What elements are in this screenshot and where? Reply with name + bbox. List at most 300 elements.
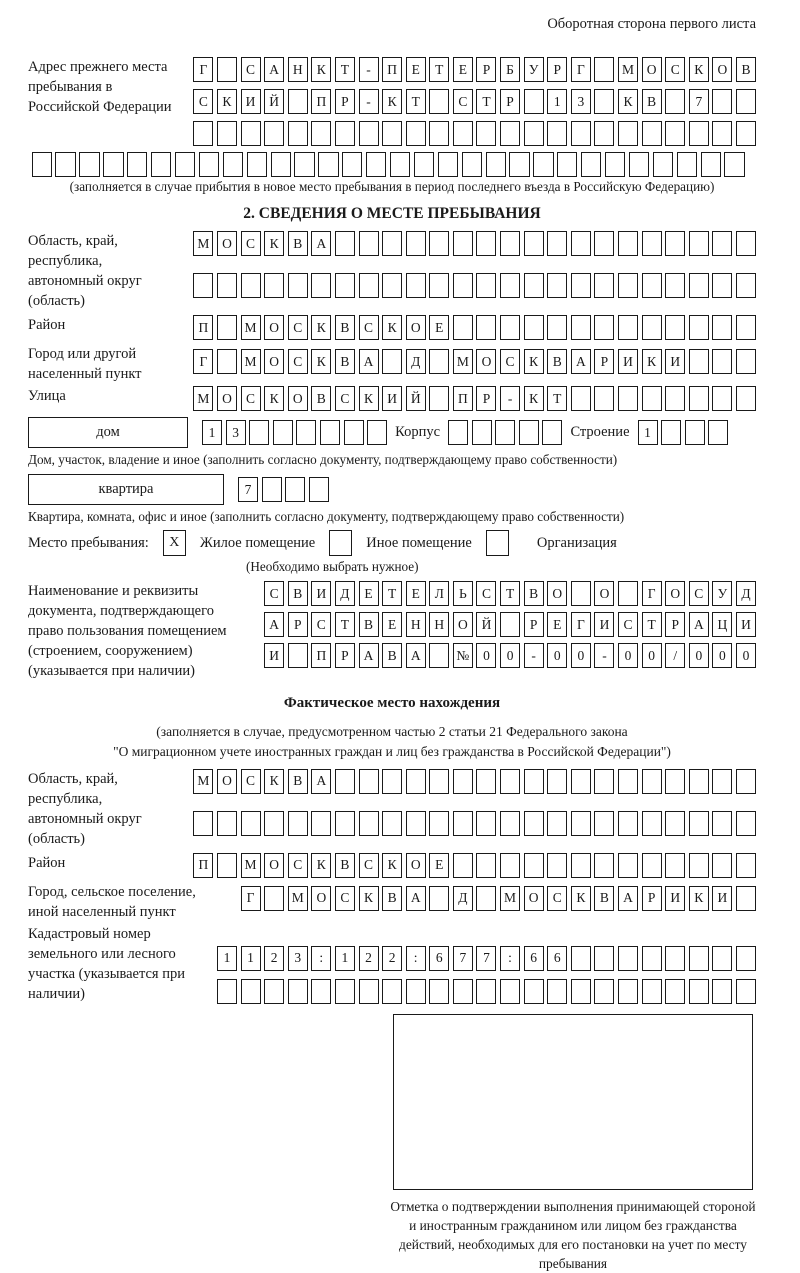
char-cell[interactable] (285, 477, 305, 502)
char-cell[interactable] (571, 273, 591, 298)
char-cell[interactable]: Р (500, 89, 520, 114)
char-cell[interactable]: Р (335, 89, 355, 114)
char-cell[interactable] (453, 231, 473, 256)
char-cell[interactable]: С (335, 386, 355, 411)
char-cell[interactable]: К (264, 231, 284, 256)
char-cell[interactable] (288, 811, 308, 836)
char-cell[interactable]: С (288, 853, 308, 878)
char-cell[interactable]: В (736, 57, 756, 82)
char-cell[interactable]: Г (193, 57, 213, 82)
char-cell[interactable] (344, 420, 364, 445)
char-cell[interactable] (689, 273, 709, 298)
char-cell[interactable]: Ь (453, 581, 473, 606)
char-cell[interactable]: К (689, 57, 709, 82)
char-cell[interactable] (524, 273, 544, 298)
char-cell[interactable]: 7 (476, 946, 496, 971)
char-cell[interactable]: Н (429, 612, 449, 637)
char-cell[interactable]: К (359, 386, 379, 411)
char-cell[interactable] (453, 121, 473, 146)
char-cell[interactable] (241, 979, 261, 1004)
char-cell[interactable] (264, 979, 284, 1004)
char-cell[interactable]: М (193, 386, 213, 411)
char-cell[interactable]: К (359, 886, 379, 911)
char-cell[interactable]: 0 (689, 643, 709, 668)
char-cell[interactable]: 6 (547, 946, 567, 971)
char-cell[interactable]: - (594, 643, 614, 668)
char-cell[interactable] (712, 273, 732, 298)
char-cell[interactable]: Й (476, 612, 496, 637)
char-cell[interactable] (571, 769, 591, 794)
char-cell[interactable] (193, 121, 213, 146)
char-cell[interactable] (288, 979, 308, 1004)
char-cell[interactable] (382, 811, 402, 836)
char-cell[interactable]: К (571, 886, 591, 911)
char-cell[interactable]: П (193, 853, 213, 878)
char-cell[interactable] (594, 811, 614, 836)
char-cell[interactable]: 6 (429, 946, 449, 971)
char-cell[interactable] (429, 349, 449, 374)
char-cell[interactable]: В (524, 581, 544, 606)
char-cell[interactable] (311, 273, 331, 298)
char-cell[interactable] (594, 853, 614, 878)
char-cell[interactable] (736, 315, 756, 340)
char-cell[interactable] (594, 386, 614, 411)
char-cell[interactable] (524, 89, 544, 114)
char-cell[interactable] (367, 420, 387, 445)
char-cell[interactable] (335, 811, 355, 836)
char-cell[interactable] (618, 946, 638, 971)
char-cell[interactable]: С (476, 581, 496, 606)
char-cell[interactable] (653, 152, 673, 177)
char-cell[interactable] (288, 273, 308, 298)
char-cell[interactable] (264, 121, 284, 146)
char-cell[interactable]: С (193, 89, 213, 114)
char-cell[interactable]: : (500, 946, 520, 971)
char-cell[interactable] (359, 979, 379, 1004)
char-cell[interactable]: В (335, 349, 355, 374)
char-cell[interactable] (318, 152, 338, 177)
char-cell[interactable] (689, 811, 709, 836)
char-cell[interactable] (736, 811, 756, 836)
char-cell[interactable] (594, 273, 614, 298)
char-cell[interactable] (406, 121, 426, 146)
char-cell[interactable] (594, 946, 614, 971)
char-cell[interactable] (642, 273, 662, 298)
char-cell[interactable]: 0 (476, 643, 496, 668)
char-cell[interactable] (689, 946, 709, 971)
char-cell[interactable]: Е (453, 57, 473, 82)
char-cell[interactable]: К (311, 349, 331, 374)
char-cell[interactable]: В (311, 386, 331, 411)
char-cell[interactable] (217, 853, 237, 878)
char-cell[interactable] (359, 231, 379, 256)
char-cell[interactable] (359, 811, 379, 836)
char-cell[interactable]: Г (571, 612, 591, 637)
char-cell[interactable]: 0 (736, 643, 756, 668)
char-cell[interactable] (175, 152, 195, 177)
char-cell[interactable]: В (382, 643, 402, 668)
char-cell[interactable] (642, 231, 662, 256)
char-cell[interactable] (724, 152, 744, 177)
char-cell[interactable] (519, 420, 539, 445)
char-cell[interactable]: С (335, 886, 355, 911)
char-cell[interactable]: О (406, 853, 426, 878)
char-cell[interactable] (524, 853, 544, 878)
char-cell[interactable]: И (264, 643, 284, 668)
char-cell[interactable] (547, 231, 567, 256)
char-cell[interactable] (524, 315, 544, 340)
char-cell[interactable]: А (311, 231, 331, 256)
char-cell[interactable]: В (288, 231, 308, 256)
char-cell[interactable] (618, 769, 638, 794)
char-cell[interactable]: М (241, 349, 261, 374)
char-cell[interactable]: Е (429, 853, 449, 878)
char-cell[interactable] (476, 315, 496, 340)
char-cell[interactable] (127, 152, 147, 177)
char-cell[interactable]: О (264, 315, 284, 340)
char-cell[interactable] (429, 979, 449, 1004)
char-cell[interactable] (547, 273, 567, 298)
char-cell[interactable] (547, 853, 567, 878)
char-cell[interactable] (359, 273, 379, 298)
char-cell[interactable]: О (311, 886, 331, 911)
char-cell[interactable] (462, 152, 482, 177)
char-cell[interactable]: Р (665, 612, 685, 637)
char-cell[interactable]: Е (406, 581, 426, 606)
char-cell[interactable] (542, 420, 562, 445)
char-cell[interactable]: 1 (217, 946, 237, 971)
char-cell[interactable]: И (618, 349, 638, 374)
char-cell[interactable]: 0 (571, 643, 591, 668)
char-cell[interactable]: О (217, 769, 237, 794)
char-cell[interactable]: 0 (618, 643, 638, 668)
char-cell[interactable] (476, 231, 496, 256)
char-cell[interactable]: В (335, 853, 355, 878)
char-cell[interactable]: Т (547, 386, 567, 411)
char-cell[interactable] (429, 121, 449, 146)
char-cell[interactable] (524, 121, 544, 146)
char-cell[interactable] (665, 273, 685, 298)
char-cell[interactable] (288, 643, 308, 668)
char-cell[interactable]: Г (241, 886, 261, 911)
char-cell[interactable] (309, 477, 329, 502)
char-cell[interactable] (453, 769, 473, 794)
char-cell[interactable] (335, 121, 355, 146)
char-cell[interactable]: Т (335, 57, 355, 82)
char-cell[interactable]: 1 (335, 946, 355, 971)
char-cell[interactable] (618, 121, 638, 146)
char-cell[interactable] (241, 121, 261, 146)
char-cell[interactable] (736, 89, 756, 114)
char-cell[interactable]: Н (288, 57, 308, 82)
char-cell[interactable] (736, 386, 756, 411)
char-cell[interactable]: 1 (202, 420, 222, 445)
char-cell[interactable] (320, 420, 340, 445)
char-cell[interactable] (665, 811, 685, 836)
char-cell[interactable] (712, 89, 732, 114)
char-cell[interactable] (689, 979, 709, 1004)
char-cell[interactable] (618, 581, 638, 606)
char-cell[interactable] (241, 811, 261, 836)
char-cell[interactable] (500, 231, 520, 256)
char-cell[interactable] (605, 152, 625, 177)
char-cell[interactable] (736, 273, 756, 298)
char-cell[interactable]: 3 (571, 89, 591, 114)
char-cell[interactable] (217, 315, 237, 340)
char-cell[interactable]: В (642, 89, 662, 114)
char-cell[interactable]: О (217, 386, 237, 411)
char-cell[interactable] (264, 273, 284, 298)
char-cell[interactable]: № (453, 643, 473, 668)
char-cell[interactable] (571, 231, 591, 256)
char-cell[interactable] (262, 477, 282, 502)
char-cell[interactable] (661, 420, 681, 445)
char-cell[interactable]: 2 (382, 946, 402, 971)
char-cell[interactable]: О (547, 581, 567, 606)
char-cell[interactable]: М (500, 886, 520, 911)
char-cell[interactable] (453, 315, 473, 340)
char-cell[interactable] (429, 386, 449, 411)
char-cell[interactable]: 6 (524, 946, 544, 971)
char-cell[interactable]: Р (547, 57, 567, 82)
char-cell[interactable] (453, 853, 473, 878)
char-cell[interactable] (594, 769, 614, 794)
char-cell[interactable] (642, 386, 662, 411)
char-cell[interactable] (495, 420, 515, 445)
char-cell[interactable] (486, 152, 506, 177)
char-cell[interactable]: Д (453, 886, 473, 911)
char-cell[interactable] (311, 811, 331, 836)
char-cell[interactable] (199, 152, 219, 177)
char-cell[interactable] (524, 979, 544, 1004)
char-cell[interactable] (712, 769, 732, 794)
char-cell[interactable] (689, 386, 709, 411)
char-cell[interactable] (241, 273, 261, 298)
char-cell[interactable] (193, 811, 213, 836)
char-cell[interactable]: - (500, 386, 520, 411)
char-cell[interactable]: С (453, 89, 473, 114)
char-cell[interactable]: М (618, 57, 638, 82)
char-cell[interactable] (335, 979, 355, 1004)
char-cell[interactable]: О (264, 853, 284, 878)
char-cell[interactable]: В (359, 612, 379, 637)
char-cell[interactable] (642, 853, 662, 878)
char-cell[interactable] (79, 152, 99, 177)
char-cell[interactable] (500, 853, 520, 878)
char-cell[interactable]: Р (642, 886, 662, 911)
char-cell[interactable] (500, 769, 520, 794)
char-cell[interactable] (618, 231, 638, 256)
char-cell[interactable] (249, 420, 269, 445)
char-cell[interactable]: И (241, 89, 261, 114)
char-cell[interactable] (533, 152, 553, 177)
char-cell[interactable]: О (524, 886, 544, 911)
char-cell[interactable]: П (382, 57, 402, 82)
char-cell[interactable]: М (193, 769, 213, 794)
char-cell[interactable]: Г (193, 349, 213, 374)
char-cell[interactable]: Е (382, 612, 402, 637)
char-cell[interactable] (193, 273, 213, 298)
char-cell[interactable]: В (594, 886, 614, 911)
char-cell[interactable]: О (264, 349, 284, 374)
char-cell[interactable] (689, 315, 709, 340)
char-cell[interactable] (665, 979, 685, 1004)
char-cell[interactable]: О (665, 581, 685, 606)
char-cell[interactable]: А (359, 643, 379, 668)
char-cell[interactable] (712, 315, 732, 340)
char-cell[interactable]: 7 (238, 477, 258, 502)
char-cell[interactable] (594, 121, 614, 146)
char-cell[interactable] (594, 979, 614, 1004)
char-cell[interactable] (476, 273, 496, 298)
char-cell[interactable] (665, 231, 685, 256)
char-cell[interactable]: П (193, 315, 213, 340)
char-cell[interactable]: М (453, 349, 473, 374)
char-cell[interactable] (665, 386, 685, 411)
char-cell[interactable]: Ц (712, 612, 732, 637)
char-cell[interactable]: : (311, 946, 331, 971)
char-cell[interactable]: С (547, 886, 567, 911)
char-cell[interactable]: К (217, 89, 237, 114)
char-cell[interactable] (264, 886, 284, 911)
char-cell[interactable] (642, 811, 662, 836)
char-cell[interactable]: К (311, 315, 331, 340)
char-cell[interactable] (311, 121, 331, 146)
char-cell[interactable] (618, 811, 638, 836)
char-cell[interactable] (677, 152, 697, 177)
char-cell[interactable] (217, 273, 237, 298)
char-cell[interactable]: Р (335, 643, 355, 668)
char-cell[interactable] (453, 273, 473, 298)
char-cell[interactable]: С (241, 231, 261, 256)
char-cell[interactable]: К (524, 386, 544, 411)
char-cell[interactable]: А (618, 886, 638, 911)
char-cell[interactable] (736, 886, 756, 911)
char-cell[interactable]: М (241, 853, 261, 878)
char-cell[interactable] (618, 273, 638, 298)
char-cell[interactable]: О (712, 57, 732, 82)
char-cell[interactable] (273, 420, 293, 445)
char-cell[interactable] (736, 121, 756, 146)
char-cell[interactable] (438, 152, 458, 177)
char-cell[interactable] (217, 979, 237, 1004)
char-cell[interactable] (271, 152, 291, 177)
char-cell[interactable] (618, 386, 638, 411)
char-cell[interactable]: Г (642, 581, 662, 606)
char-cell[interactable] (618, 315, 638, 340)
char-cell[interactable]: 7 (689, 89, 709, 114)
char-cell[interactable]: Д (406, 349, 426, 374)
char-cell[interactable] (708, 420, 728, 445)
char-cell[interactable]: С (288, 349, 308, 374)
char-cell[interactable] (247, 152, 267, 177)
char-cell[interactable]: К (382, 853, 402, 878)
char-cell[interactable] (476, 769, 496, 794)
char-cell[interactable]: О (476, 349, 496, 374)
char-cell[interactable] (335, 273, 355, 298)
char-cell[interactable]: М (193, 231, 213, 256)
char-cell[interactable] (406, 273, 426, 298)
char-cell[interactable] (453, 811, 473, 836)
char-cell[interactable] (55, 152, 75, 177)
char-cell[interactable] (689, 231, 709, 256)
char-cell[interactable] (500, 121, 520, 146)
char-cell[interactable]: Л (429, 581, 449, 606)
char-cell[interactable] (665, 946, 685, 971)
char-cell[interactable] (712, 811, 732, 836)
organization-checkbox[interactable] (486, 530, 509, 556)
char-cell[interactable]: Н (406, 612, 426, 637)
char-cell[interactable] (217, 57, 237, 82)
char-cell[interactable] (406, 769, 426, 794)
char-cell[interactable]: С (241, 386, 261, 411)
char-cell[interactable] (557, 152, 577, 177)
char-cell[interactable]: С (288, 315, 308, 340)
char-cell[interactable] (382, 231, 402, 256)
char-cell[interactable] (406, 231, 426, 256)
char-cell[interactable] (524, 231, 544, 256)
char-cell[interactable] (296, 420, 316, 445)
char-cell[interactable]: П (453, 386, 473, 411)
char-cell[interactable]: Е (359, 581, 379, 606)
char-cell[interactable]: А (359, 349, 379, 374)
char-cell[interactable] (476, 853, 496, 878)
char-cell[interactable]: Р (288, 612, 308, 637)
char-cell[interactable] (335, 231, 355, 256)
char-cell[interactable]: Т (642, 612, 662, 637)
char-cell[interactable]: Т (476, 89, 496, 114)
char-cell[interactable] (665, 89, 685, 114)
char-cell[interactable] (736, 979, 756, 1004)
char-cell[interactable] (581, 152, 601, 177)
char-cell[interactable] (594, 89, 614, 114)
char-cell[interactable]: С (311, 612, 331, 637)
char-cell[interactable]: И (311, 581, 331, 606)
char-cell[interactable]: А (264, 612, 284, 637)
char-cell[interactable] (366, 152, 386, 177)
char-cell[interactable] (712, 386, 732, 411)
char-cell[interactable] (406, 979, 426, 1004)
char-cell[interactable]: К (642, 349, 662, 374)
char-cell[interactable] (429, 643, 449, 668)
char-cell[interactable] (547, 121, 567, 146)
other-premises-checkbox[interactable] (329, 530, 352, 556)
char-cell[interactable]: О (406, 315, 426, 340)
char-cell[interactable]: Р (476, 57, 496, 82)
char-cell[interactable] (476, 979, 496, 1004)
char-cell[interactable] (429, 769, 449, 794)
char-cell[interactable] (429, 811, 449, 836)
char-cell[interactable]: 0 (712, 643, 732, 668)
char-cell[interactable] (448, 420, 468, 445)
char-cell[interactable]: 1 (638, 420, 658, 445)
char-cell[interactable] (382, 979, 402, 1004)
char-cell[interactable]: И (594, 612, 614, 637)
char-cell[interactable]: А (264, 57, 284, 82)
char-cell[interactable]: Й (264, 89, 284, 114)
char-cell[interactable] (472, 420, 492, 445)
char-cell[interactable]: Т (406, 89, 426, 114)
char-cell[interactable] (701, 152, 721, 177)
char-cell[interactable] (618, 979, 638, 1004)
char-cell[interactable]: К (382, 89, 402, 114)
char-cell[interactable] (689, 121, 709, 146)
char-cell[interactable]: В (335, 315, 355, 340)
char-cell[interactable] (629, 152, 649, 177)
char-cell[interactable]: К (382, 315, 402, 340)
char-cell[interactable]: А (689, 612, 709, 637)
char-cell[interactable] (500, 273, 520, 298)
